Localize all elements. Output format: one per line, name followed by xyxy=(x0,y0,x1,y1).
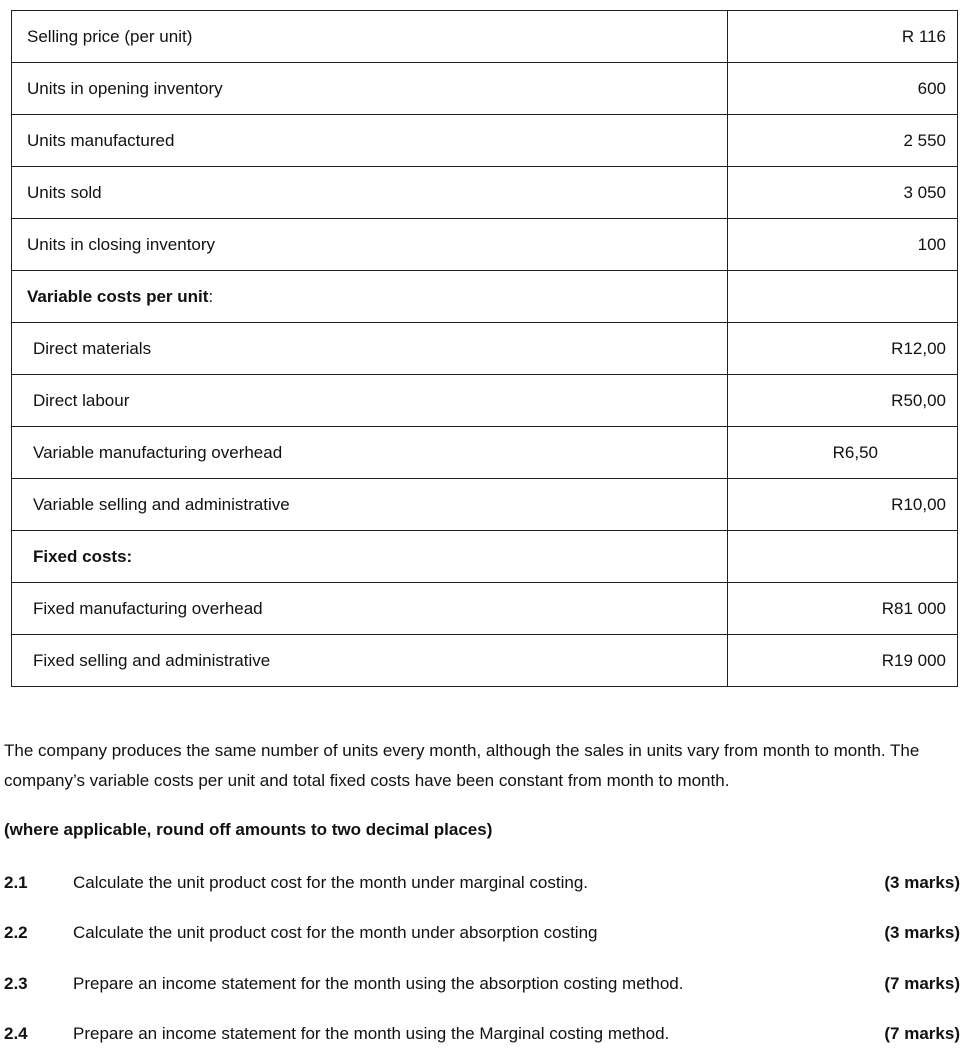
question-number: 2.3 xyxy=(4,974,28,993)
table-row xyxy=(12,219,958,271)
row-label-direct-labour: Direct labour xyxy=(12,375,728,427)
table-row xyxy=(12,531,958,583)
row-value-opening-inventory: 600 xyxy=(728,63,958,115)
section-heading-colon: : xyxy=(208,286,214,306)
row-value-fixed-manufacturing-overhead: R81 000 xyxy=(728,583,958,635)
table-row xyxy=(12,479,958,531)
row-label-fixed-manufacturing-overhead: Fixed manufacturing overhead xyxy=(12,583,728,635)
row-label-fixed-selling-admin: Fixed selling and administrative xyxy=(12,635,728,687)
table-row xyxy=(12,375,958,427)
table-row xyxy=(12,427,958,479)
question-marks: (3 marks) xyxy=(884,923,960,942)
question-marks: (3 marks) xyxy=(884,873,960,892)
row-value-variable-manufacturing-overhead: R6,50 xyxy=(728,427,958,479)
row-label-variable-manufacturing-overhead: Variable manufacturing overhead xyxy=(12,427,728,479)
question-text: Prepare an income statement for the month using the Marginal costing method. xyxy=(73,1024,670,1043)
question-item xyxy=(4,1024,960,1048)
table-row xyxy=(12,11,958,63)
row-value-empty xyxy=(728,531,958,583)
table-row xyxy=(12,635,958,687)
rounding-instruction: (where applicable, round off amounts to two decimal places) xyxy=(4,820,493,839)
row-value-variable-selling-admin: R10,00 xyxy=(728,479,958,531)
question-marks: (7 marks) xyxy=(884,1024,960,1043)
table-row xyxy=(12,115,958,167)
row-label-direct-materials: Direct materials xyxy=(12,323,728,375)
table-row xyxy=(12,583,958,635)
question-text: Calculate the unit product cost for the month under absorption costing xyxy=(73,923,598,942)
cost-data-table xyxy=(11,10,958,687)
row-label-units-sold: Units sold xyxy=(12,167,728,219)
row-label-closing-inventory: Units in closing inventory xyxy=(12,219,728,271)
question-item xyxy=(4,974,960,998)
section-heading-fixed-costs: Fixed costs: xyxy=(12,531,728,583)
row-label-selling-price: Selling price (per unit) xyxy=(12,11,728,63)
table-row xyxy=(12,63,958,115)
row-value-direct-labour: R50,00 xyxy=(728,375,958,427)
row-value-direct-materials: R12,00 xyxy=(728,323,958,375)
description-paragraph: The company produces the same number of units every month, although the sales in units vary from month to month. The company’s variable costs per unit and total fixed costs have been constant from month to month. xyxy=(4,741,920,790)
question-number: 2.2 xyxy=(4,923,28,942)
table-row xyxy=(12,271,958,323)
row-value-selling-price: R 116 xyxy=(728,11,958,63)
question-text: Calculate the unit product cost for the month under marginal costing. xyxy=(73,873,589,892)
question-number: 2.4 xyxy=(4,1024,28,1043)
question-item xyxy=(4,923,960,947)
question-number: 2.1 xyxy=(4,873,28,892)
question-item xyxy=(4,873,960,897)
row-value-units-manufactured: 2 550 xyxy=(728,115,958,167)
section-heading-variable-costs-text: Variable costs per unit xyxy=(27,286,209,306)
row-value-units-sold: 3 050 xyxy=(728,167,958,219)
row-label-units-manufactured: Units manufactured xyxy=(12,115,728,167)
row-value-fixed-selling-admin: R19 000 xyxy=(728,635,958,687)
table-row xyxy=(12,167,958,219)
section-heading-variable-costs xyxy=(12,271,728,323)
row-label-variable-selling-admin: Variable selling and administrative xyxy=(12,479,728,531)
row-label-opening-inventory: Units in opening inventory xyxy=(12,63,728,115)
question-marks: (7 marks) xyxy=(884,974,960,993)
row-value-closing-inventory: 100 xyxy=(728,219,958,271)
table-row xyxy=(12,323,958,375)
question-text: Prepare an income statement for the month using the absorption costing method. xyxy=(73,974,684,993)
row-value-empty xyxy=(728,271,958,323)
